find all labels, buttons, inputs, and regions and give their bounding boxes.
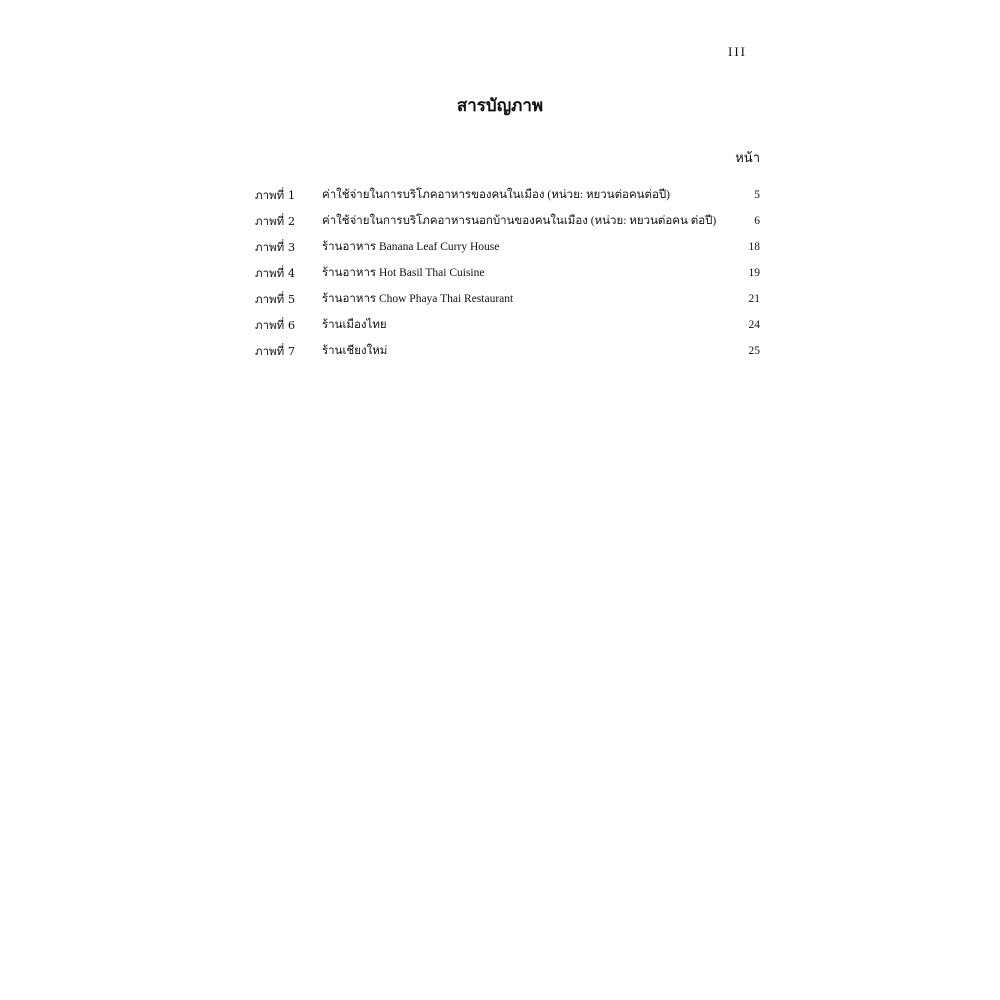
figure-label: ภาพที่ 1	[255, 188, 296, 202]
list-of-figures	[255, 183, 760, 365]
page-title: สารบัญภาพ	[456, 96, 544, 116]
figure-page-number: 25	[748, 345, 760, 357]
figure-description: ค่าใช้จ่ายในการบริโภคอาหารนอกบ้านของคนในเมือง (หน่วย: หยวนต่อคน ต่อปี)	[322, 215, 717, 227]
figure-description: ร้านอาหาร Hot Basil Thai Cuisine	[322, 267, 485, 279]
toc-entry-3[interactable]	[255, 235, 760, 259]
figure-page-number: 24	[748, 319, 760, 331]
figure-label: ภาพที่ 3	[255, 240, 296, 254]
toc-entry-1[interactable]	[255, 183, 760, 207]
figure-label: ภาพที่ 6	[255, 318, 296, 332]
figure-label: ภาพที่ 4	[255, 266, 296, 280]
figure-description: ร้านเชียงใหม่	[322, 345, 388, 357]
figure-page-number: 18	[748, 241, 760, 253]
toc-entry-5[interactable]	[255, 287, 760, 311]
toc-entry-2[interactable]	[255, 209, 760, 233]
figure-description: ร้านอาหาร Banana Leaf Curry House	[322, 241, 500, 253]
toc-entry-4[interactable]	[255, 261, 760, 285]
figure-label: ภาพที่ 5	[255, 292, 296, 306]
figure-page-number: 6	[754, 215, 760, 227]
page-column-header: หน้า	[735, 151, 760, 166]
figure-description: ร้านเมืองไทย	[322, 319, 387, 331]
figure-label: ภาพที่ 7	[255, 344, 296, 358]
toc-entry-6[interactable]	[255, 313, 760, 337]
page-number: III	[728, 44, 747, 59]
figure-description: ร้านอาหาร Chow Phaya Thai Restaurant	[322, 293, 514, 305]
figure-page-number: 5	[754, 189, 760, 201]
figure-description: ค่าใช้จ่ายในการบริโภคอาหารของคนในเมือง (หน่วย: หยวนต่อคนต่อปี)	[322, 189, 671, 201]
figure-label: ภาพที่ 2	[255, 214, 296, 228]
figure-page-number: 21	[748, 293, 760, 305]
figure-page-number: 19	[748, 267, 760, 279]
toc-entry-7[interactable]	[255, 339, 760, 363]
